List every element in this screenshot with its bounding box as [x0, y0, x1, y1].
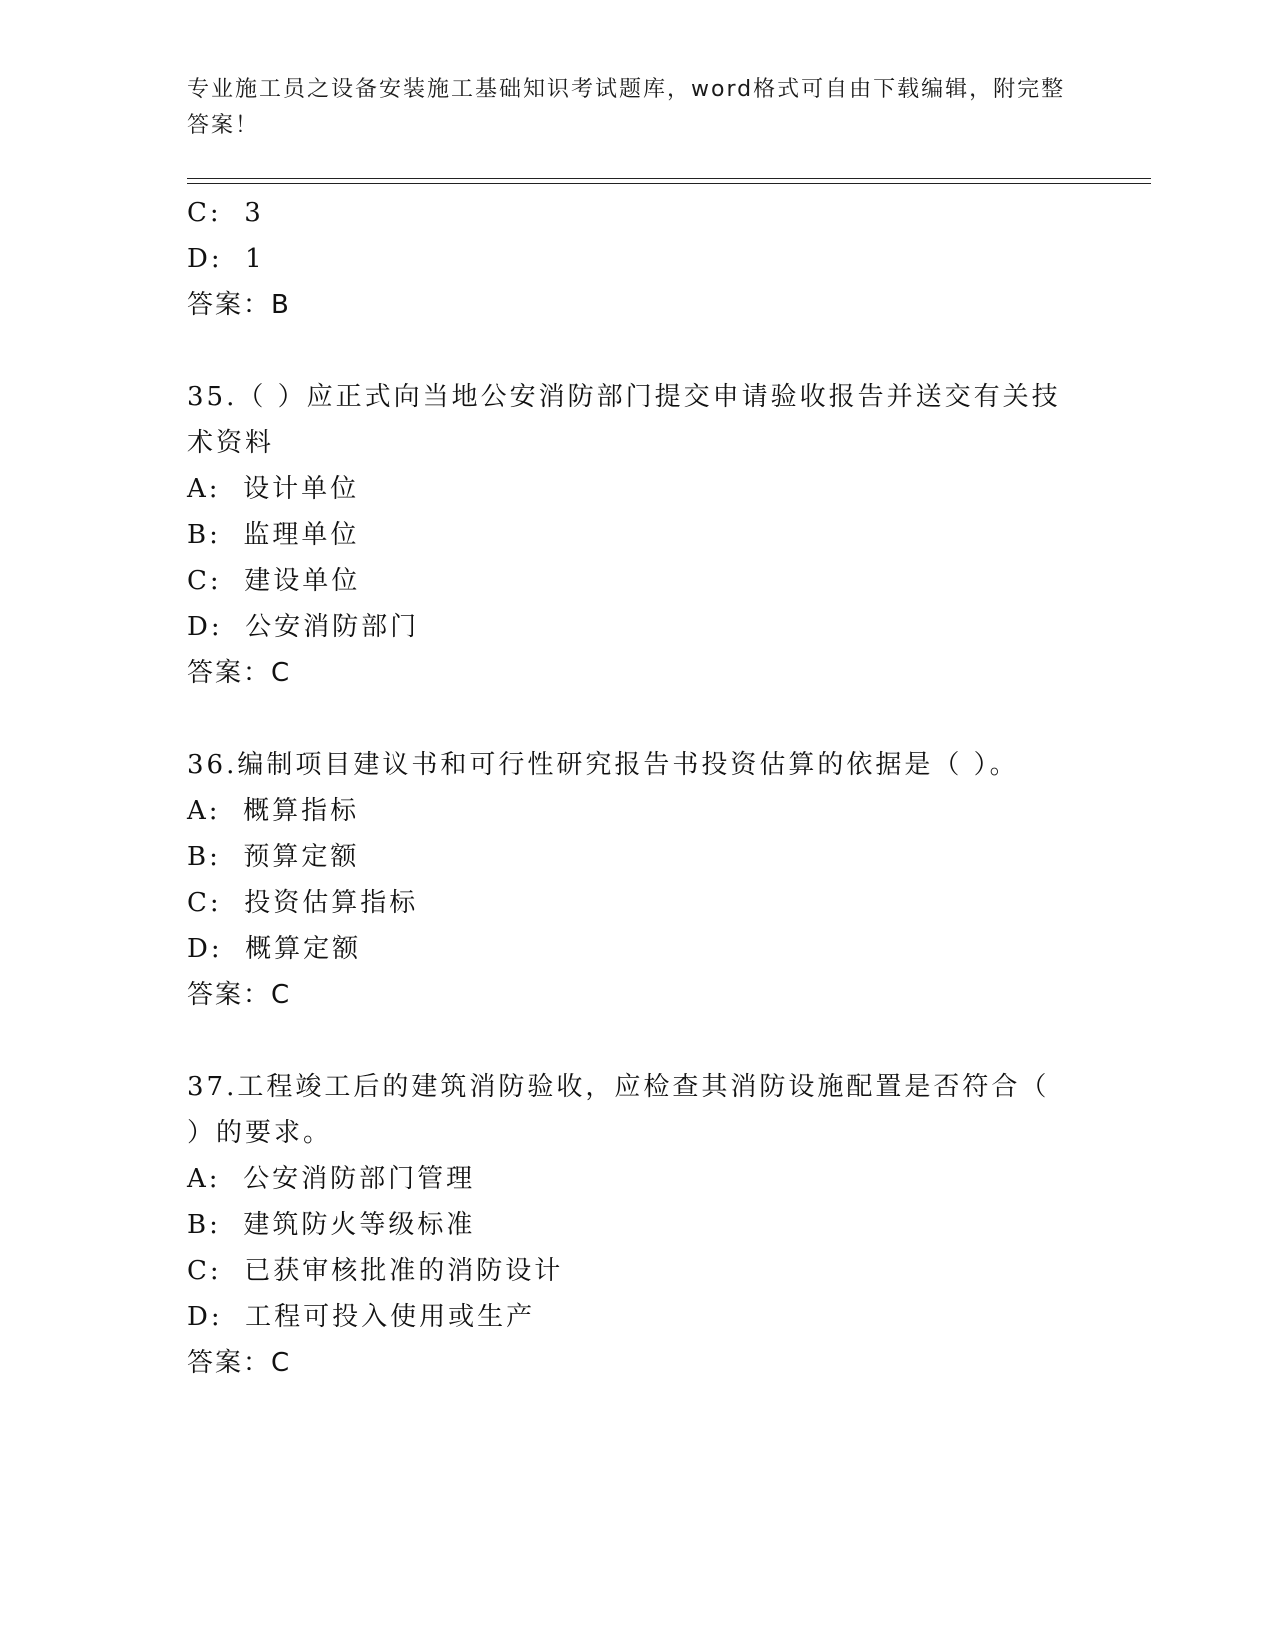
question-block-36	[187, 742, 1067, 1018]
question-list	[187, 190, 1067, 1386]
spacer	[187, 328, 1067, 374]
option-b: B: 建筑防火等级标准	[187, 1210, 476, 1240]
document-header: 专业施工员之设备安装施工基础知识考试题库，word格式可自由下载编辑，附完整答案！	[187, 77, 1066, 138]
option-b: B: 监理单位	[187, 520, 360, 550]
spacer	[187, 1018, 1067, 1064]
option-c: C: 投资估算指标	[187, 888, 419, 918]
question-block-37	[187, 1064, 1067, 1386]
option-d: D: 概算定额	[187, 934, 362, 964]
question-block-prev	[187, 190, 1067, 328]
option-a: A: 公安消防部门管理	[187, 1164, 476, 1194]
answer-line: 答案：B	[187, 290, 291, 320]
option-a: A: 概算指标	[187, 796, 360, 826]
option-d: D: 1	[187, 244, 265, 274]
question-stem: 36.编制项目建议书和可行性研究报告书投资估算的依据是（ ）。	[187, 750, 1019, 780]
spacer	[187, 696, 1067, 742]
answer-line: 答案：C	[187, 980, 292, 1010]
option-d: D: 公安消防部门	[187, 612, 420, 642]
question-stem: 37.工程竣工后的建筑消防验收，应检查其消防设施配置是否符合（ ）的要求。	[187, 1072, 1050, 1148]
option-d: D: 工程可投入使用或生产	[187, 1302, 536, 1332]
question-block-35	[187, 374, 1067, 696]
option-c: C: 3	[187, 198, 264, 228]
option-c: C: 建设单位	[187, 566, 361, 596]
option-b: B: 预算定额	[187, 842, 360, 872]
header-divider-bottom	[187, 183, 1151, 184]
answer-line: 答案：C	[187, 1348, 292, 1378]
answer-line: 答案：C	[187, 658, 292, 688]
option-a: A: 设计单位	[187, 474, 360, 504]
question-stem: 35.（ ）应正式向当地公安消防部门提交申请验收报告并送交有关技术资料	[187, 382, 1061, 458]
option-c: C: 已获审核批准的消防设计	[187, 1256, 564, 1286]
header-divider-top	[187, 178, 1151, 179]
